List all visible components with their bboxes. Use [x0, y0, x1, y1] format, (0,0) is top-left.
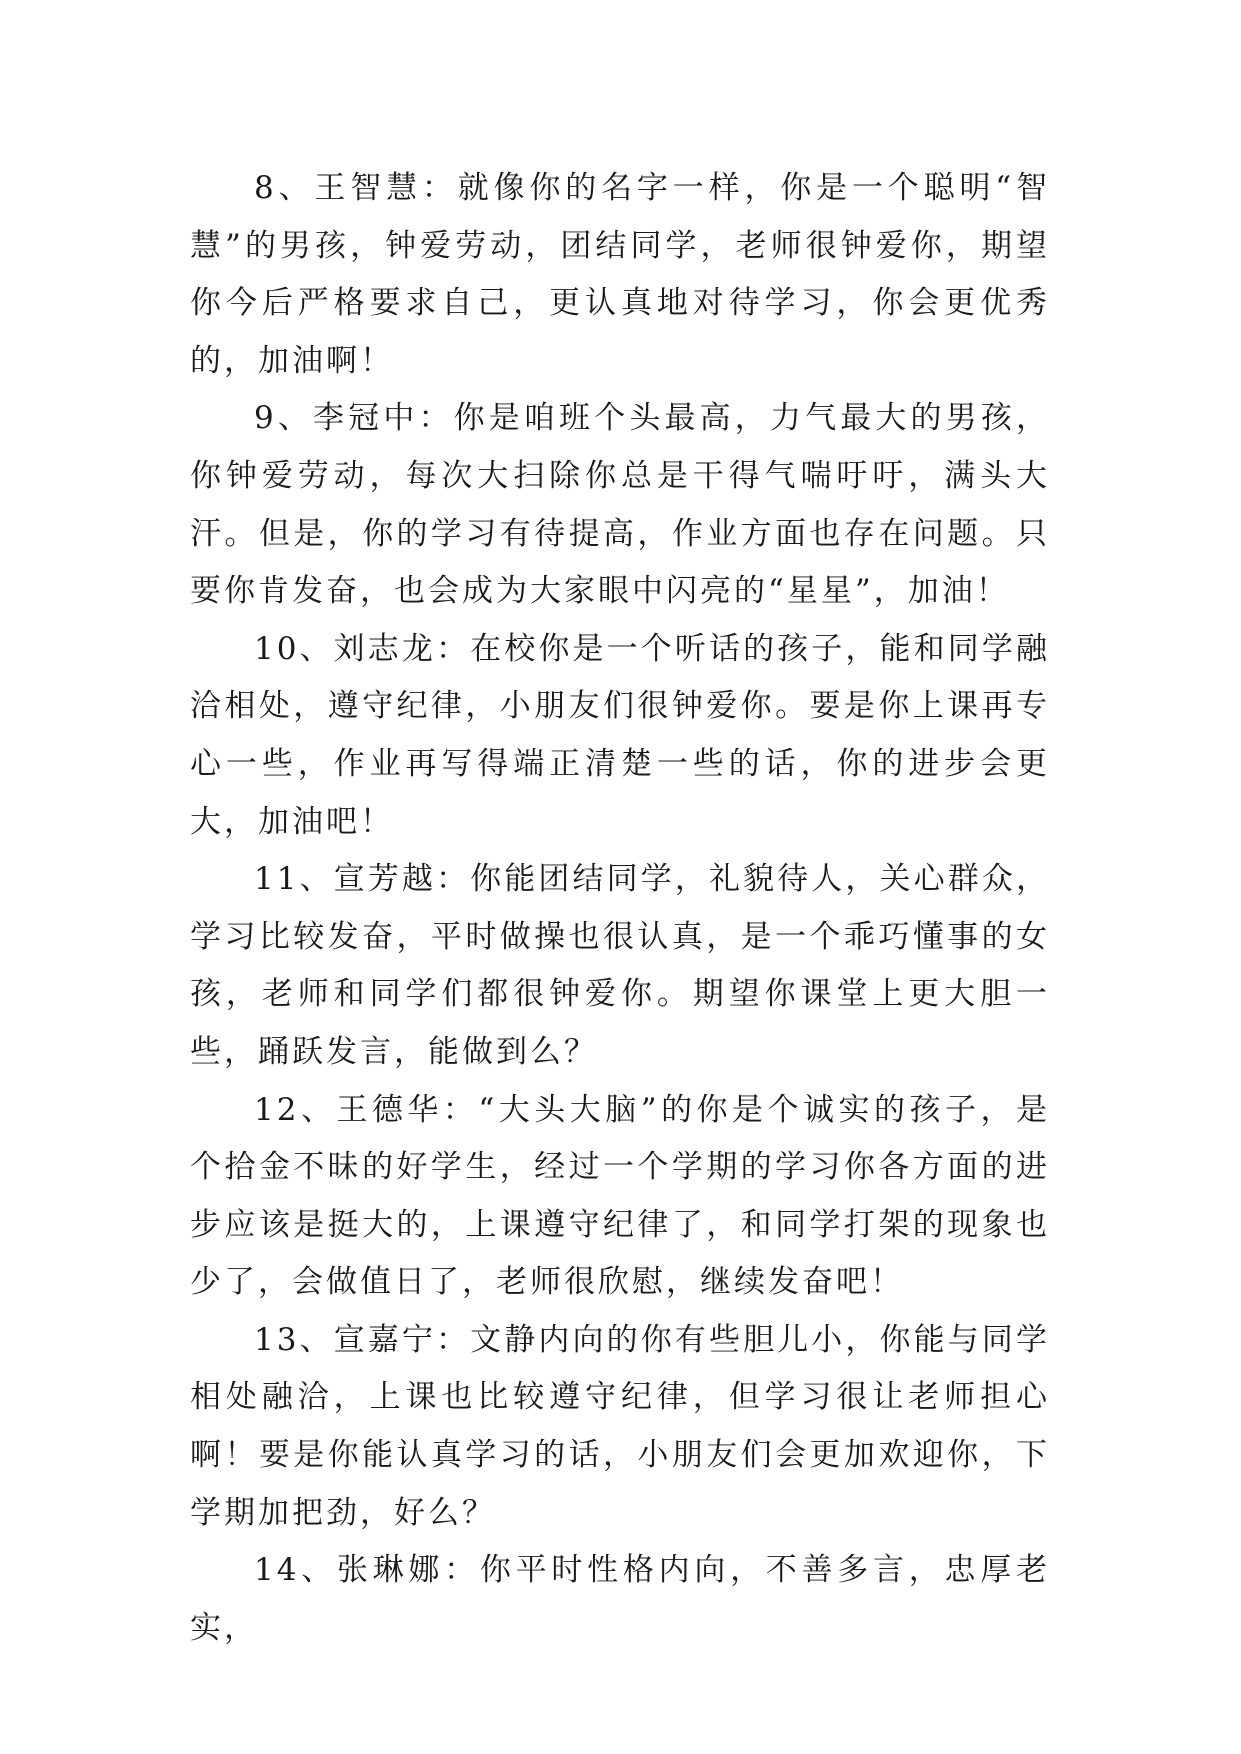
comment-entry-9: 9、李冠中：你是咱班个头最高，力气最大的男孩，你钟爱劳动，每次大扫除你总是干得气喘吁吁，满头大汗。但是，你的学习有待提高，作业方面也存在问题。只要你肯发奋，也会成为大家眼中闪亮的“星星”，加油！	[190, 400, 1050, 610]
comment-list	[190, 160, 1050, 1657]
comment-entry-8: 8、王智慧：就像你的名字一样，你是一个聪明“智慧”的男孩，钟爱劳动，团结同学，老师很钟爱你，期望你今后严格要求自己，更认真地对待学习，你会更优秀的，加油啊！	[190, 170, 1050, 379]
comment-entry-11: 11、宣芳越：你能团结同学，礼貌待人，关心群众，学习比较发奋，平时做操也很认真，是一个乖巧懂事的女孩，老师和同学们都很钟爱你。期望你课堂上更大胆一些，踊跃发言，能做到么？	[190, 861, 1050, 1070]
comment-entry-14: 14、张琳娜：你平时性格内向，不善多言，忠厚老实，	[190, 1552, 1050, 1646]
comment-entry-12: 12、王德华：“大头大脑”的你是个诚实的孩子，是个拾金不昧的好学生，经过一个学期的学习你各方面的进步应该是挺大的，上课遵守纪律了，和同学打架的现象也少了，会做值日了，老师很欣慰，继续发奋吧！	[190, 1091, 1050, 1301]
comment-entry-10: 10、刘志龙：在校你是一个听话的孩子，能和同学融洽相处，遵守纪律，小朋友们很钟爱你。要是你上课再专心一些，作业再写得端正清楚一些的话，你的进步会更大，加油吧！	[190, 630, 1050, 840]
comment-entry-13: 13、宣嘉宁：文静内向的你有些胆儿小，你能与同学相处融洽，上课也比较遵守纪律，但学习很让老师担心啊！要是你能认真学习的话，小朋友们会更加欢迎你，下学期加把劲，好么？	[190, 1321, 1050, 1531]
